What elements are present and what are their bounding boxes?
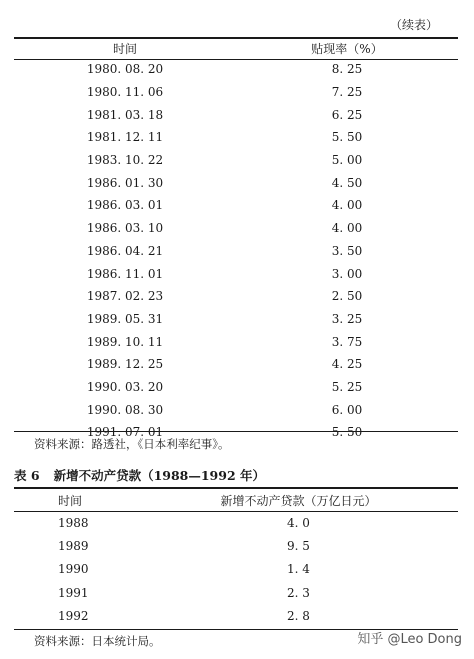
table-row xyxy=(14,194,458,217)
value-cell: 5. 25 xyxy=(331,379,363,394)
date-cell: 1990. 03. 20 xyxy=(86,379,164,394)
table-row xyxy=(14,398,458,421)
table-row xyxy=(14,149,458,172)
table-row xyxy=(14,240,458,263)
date-cell: 1991 xyxy=(58,585,89,600)
table1-header-row xyxy=(14,39,458,58)
date-cell: 1981. 12. 11 xyxy=(86,130,164,145)
date-cell: 1986. 03. 10 xyxy=(86,221,164,236)
table1-source: 资料来源：路透社，《日本利率纪事》。 xyxy=(34,437,230,451)
table2-title: 新增不动产贷款（1988—1992 年） xyxy=(53,468,265,483)
table2-body xyxy=(14,511,458,628)
table-row xyxy=(14,262,458,285)
date-cell: 1989 xyxy=(58,539,89,554)
table-row xyxy=(14,353,458,376)
value-cell: 3. 25 xyxy=(331,311,363,326)
date-cell: 1986. 01. 30 xyxy=(86,175,164,190)
date-cell: 1991. 07. 01 xyxy=(86,425,164,440)
date-cell: 1981. 03. 18 xyxy=(86,107,164,122)
table-row xyxy=(14,605,458,628)
date-cell: 1987. 02. 23 xyxy=(86,289,164,304)
date-cell: 1986. 04. 21 xyxy=(86,243,164,258)
real-estate-loan-table xyxy=(14,489,458,628)
value-cell: 2. 50 xyxy=(331,289,363,304)
value-cell: 8. 25 xyxy=(331,62,363,77)
value-cell: 3. 50 xyxy=(331,243,363,258)
table2-label: 表 6 xyxy=(14,468,40,483)
table-row xyxy=(14,103,458,126)
value-cell: 5. 00 xyxy=(331,153,363,168)
date-cell: 1986. 03. 01 xyxy=(86,198,164,213)
value-cell: 9. 5 xyxy=(287,539,310,554)
table-row xyxy=(14,285,458,308)
table-row xyxy=(14,330,458,353)
table-row xyxy=(14,58,458,81)
table2-header-row xyxy=(14,489,458,511)
table-row xyxy=(14,217,458,240)
table1-header-date: 时间 xyxy=(112,42,137,56)
value-cell: 7. 25 xyxy=(331,85,363,100)
table-row xyxy=(14,511,458,534)
table1-header-rate: 贴现率（%） xyxy=(311,42,383,56)
value-cell: 2. 8 xyxy=(287,609,310,624)
table-row xyxy=(14,376,458,399)
continued-label: （续表） xyxy=(389,18,438,32)
table-row xyxy=(14,171,458,194)
date-cell: 1990 xyxy=(58,562,89,577)
value-cell: 6. 00 xyxy=(331,402,363,417)
date-cell: 1990. 08. 30 xyxy=(86,402,164,417)
watermark: 知乎 @Leo Dong xyxy=(357,632,462,647)
date-cell: 1989. 05. 31 xyxy=(86,311,164,326)
table-row xyxy=(14,558,458,581)
value-cell: 6. 25 xyxy=(331,107,363,122)
date-cell: 1983. 10. 22 xyxy=(86,153,164,168)
value-cell: 3. 00 xyxy=(331,266,363,281)
value-cell: 1. 4 xyxy=(287,562,310,577)
value-cell: 4. 25 xyxy=(331,357,363,372)
value-cell: 4. 0 xyxy=(287,515,310,530)
date-cell: 1989. 10. 11 xyxy=(86,334,164,349)
value-cell: 5. 50 xyxy=(331,130,363,145)
date-cell: 1986. 11. 01 xyxy=(86,266,164,281)
value-cell: 4. 00 xyxy=(331,221,363,236)
value-cell: 2. 3 xyxy=(287,585,310,600)
table-row xyxy=(14,126,458,149)
table-row xyxy=(14,308,458,331)
table-row xyxy=(14,534,458,557)
date-cell: 1992 xyxy=(58,609,89,624)
value-cell: 4. 50 xyxy=(331,175,363,190)
date-cell: 1980. 08. 20 xyxy=(86,62,164,77)
table2-header-loans: 新增不动产贷款（万亿日元） xyxy=(220,493,377,508)
value-cell: 4. 00 xyxy=(331,198,363,213)
value-cell: 5. 50 xyxy=(331,425,363,440)
table1-body xyxy=(14,58,458,444)
date-cell: 1980. 11. 06 xyxy=(86,85,164,100)
table2-caption xyxy=(14,466,265,484)
date-cell: 1988 xyxy=(58,515,89,530)
table2-header-year: 时间 xyxy=(58,493,83,508)
table-row xyxy=(14,581,458,604)
table-row xyxy=(14,81,458,104)
date-cell: 1989. 12. 25 xyxy=(86,357,164,372)
table2-source: 资料来源：日本统计局。 xyxy=(34,634,161,648)
value-cell: 3. 75 xyxy=(331,334,363,349)
discount-rate-table xyxy=(14,39,458,444)
